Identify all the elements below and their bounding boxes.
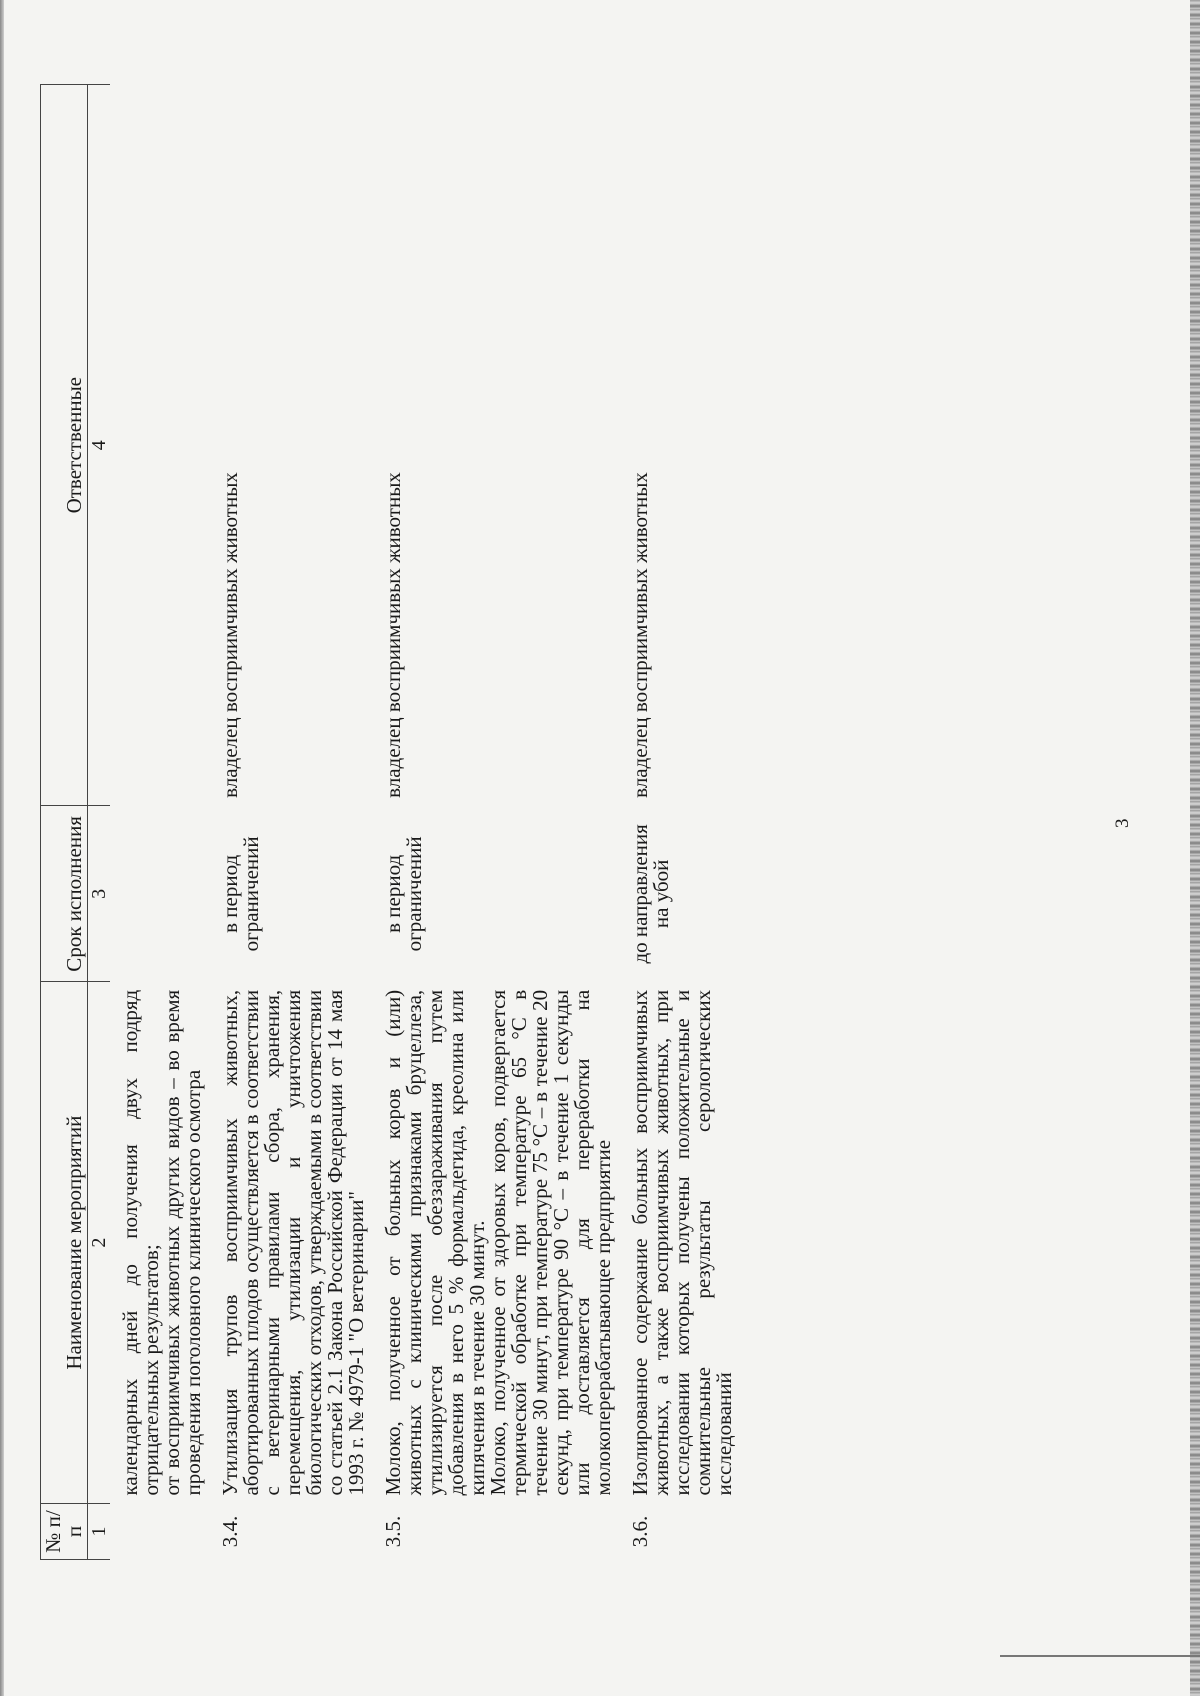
measure-name: Изолированное содержание больных восприимчивых животных, а также восприимчивых животных, при исследовании которых получены положительные и сомнительные результаты серологических исследований xyxy=(628,989,736,1496)
header-name: Наименование мероприятий xyxy=(41,982,88,1504)
table-row xyxy=(373,85,620,1560)
measure-name-part-2: Молоко, полученное от здоровых коров, подвергается термической обработке при температуре 65 °С в течение 30 минут, при температуре 75 °С – в течение 20 секунд, при температуре 90 °С – в течение 1 секунды или доставляется для переработки на молокоперерабатывающее предприятие xyxy=(486,989,615,1496)
measures-table xyxy=(40,84,741,1560)
column-number-row xyxy=(88,85,111,1560)
column-number-1: 1 xyxy=(88,1504,111,1560)
measure-name: Утилизация трупов восприимчивых животных, абортированных плодов осуществляется в соответствии с ветеринарными правилами сбора, хранения, перемещения, утилизации и уничтожения биологических отходов, утверждаемыми в соответствии со статьей 2.1 Закона Российской Федерации от 14 мая 1993 г. № 4979-1 "О ветеринарии" xyxy=(218,989,368,1496)
row-number: 3.4. xyxy=(218,1515,242,1548)
measure-name-part-1: Молоко, полученное от больных коров и (или) животных с клиническими признаками бруцеллеза, утилизируется после обеззараживания путем добавления в него 5 % формальдегида, креолина или кипячения в течение 30 минут. xyxy=(381,989,489,1496)
row-number: 3.5. xyxy=(381,1515,405,1548)
header-num: № п/п xyxy=(41,1504,88,1560)
measure-term: в период ограничений xyxy=(381,836,426,952)
page-number: 3 xyxy=(1112,818,1133,828)
column-number-3: 3 xyxy=(88,806,111,982)
continuation-line-2: от восприимчивых животных других видов – во время проведения поголовного клинического осмотра xyxy=(160,989,205,1496)
table-row-continuation xyxy=(110,85,210,1560)
column-number-2: 2 xyxy=(88,982,111,1504)
measure-name xyxy=(373,982,620,1504)
continuation-text xyxy=(110,982,210,1504)
measure-term: в период ограничений xyxy=(218,836,263,952)
header-term: Срок исполнения xyxy=(41,806,88,982)
row-number: 3.6. xyxy=(628,1515,652,1548)
column-number-4: 4 xyxy=(88,85,111,806)
continuation-line-1: календарных дней до получения двух подряд отрицательных результатов; xyxy=(118,989,163,1496)
measure-responsible: владелец восприимчивых животных xyxy=(218,472,242,798)
table-row xyxy=(620,85,741,1560)
table-header-row xyxy=(41,85,88,1560)
measure-responsible: владелец восприимчивых животных xyxy=(381,472,405,798)
header-responsible: Ответственные xyxy=(41,85,88,806)
measure-term: до направления на убой xyxy=(628,824,673,964)
table-row xyxy=(210,85,373,1560)
measure-responsible: владелец восприимчивых животных xyxy=(628,472,652,798)
